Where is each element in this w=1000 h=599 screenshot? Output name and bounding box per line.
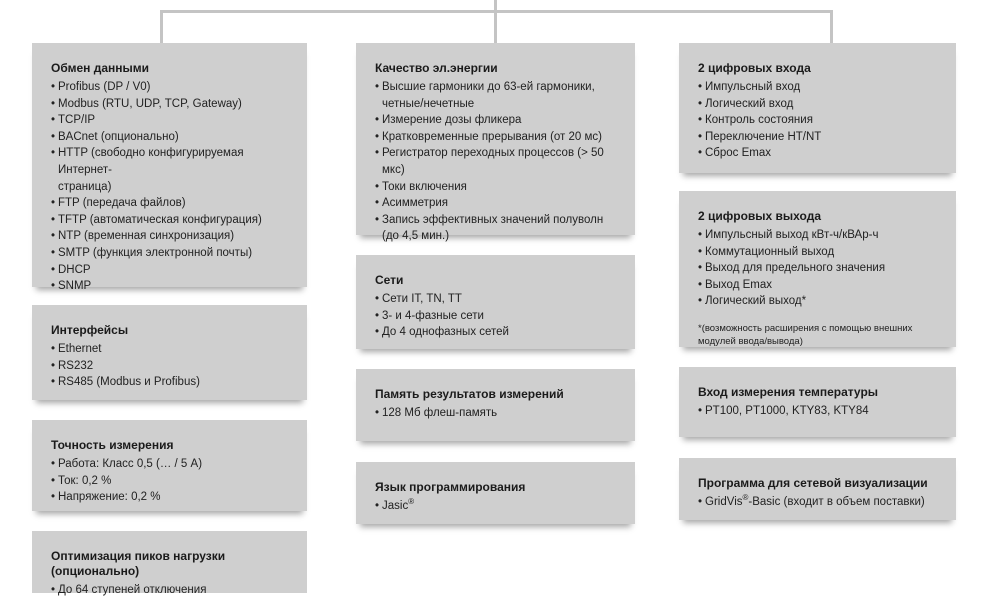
digital-outputs-box (679, 191, 956, 347)
list-item: • DHCP (51, 262, 297, 279)
networks-title: Сети (375, 273, 404, 287)
digital-inputs-list (698, 79, 946, 162)
list-item (375, 498, 625, 515)
list-item: • До 4 однофазных сетей (375, 324, 625, 341)
registered-mark: ® (408, 497, 415, 507)
list-item: • Импульсный вход (698, 79, 946, 96)
power-quality-title: Качество эл.энергии (375, 61, 498, 75)
list-item: • SMTP (функция электронной почты) (51, 245, 297, 262)
peak-optimization-box (32, 531, 307, 596)
memory-title: Память результатов измерений (375, 387, 564, 401)
list-item: • BACnet (опционально) (51, 129, 297, 146)
visualization-box (679, 458, 956, 520)
visualization-list (698, 494, 946, 511)
connector-right-drop (830, 10, 833, 43)
list-item: • Работа: Класс 0,5 (… / 5 А) (51, 456, 297, 473)
list-item: • TFTP (автоматическая конфигурация) (51, 212, 297, 229)
peak-optimization-list (51, 582, 297, 599)
list-item (698, 494, 946, 511)
list-item: • Выход для предельного значения (698, 260, 946, 277)
data-exchange-title: Обмен данными (51, 61, 150, 75)
list-item: • FTP (передача файлов) (51, 195, 297, 212)
temperature-box (679, 367, 956, 437)
list-item: • HTTP (свободно конфигурируемая Интернет- (51, 145, 297, 178)
data-exchange-list (51, 79, 297, 295)
list-item: • Коммутационный выход (698, 244, 946, 261)
power-quality-box (356, 43, 635, 243)
list-item: • Асимметрия (375, 195, 625, 212)
interfaces-box (32, 305, 307, 400)
list-item: • RS232 (51, 358, 297, 375)
list-item: • Напряжение: 0,2 % (51, 489, 297, 506)
list-item: • 3- и 4-фазные сети (375, 308, 625, 325)
temperature-list (698, 403, 946, 420)
peak-optimization-title: Оптимизация пиков нагрузки (опционально) (51, 549, 226, 578)
digital-outputs-list (698, 227, 946, 310)
list-item: • NTP (временная синхронизация) (51, 228, 297, 245)
list-item: • TCP/IP (51, 112, 297, 129)
memory-list (375, 405, 625, 422)
list-item: • Выход Emax (698, 277, 946, 294)
list-item: • Ток: 0,2 % (51, 473, 297, 490)
list-item: • Импульсный выход кВт-ч/кВАр-ч (698, 227, 946, 244)
list-item-continuation: страница) (58, 180, 112, 193)
list-item-continuation: (до 4,5 мин.) (382, 230, 450, 243)
list-item: • SNMP (51, 278, 297, 295)
list-item: • Кратковременные прерывания (от 20 мс) (375, 129, 625, 146)
programming-list (375, 498, 625, 515)
list-item: • Сброс Emax (698, 145, 946, 162)
list-item: • Высшие гармоники до 63-ей гармоники, (375, 79, 625, 96)
list-item: • Ethernet (51, 341, 297, 358)
list-item-continuation: четные/нечетные (382, 97, 475, 110)
list-item: • Переключение HT/NT (698, 129, 946, 146)
list-item: • Измерение дозы фликера (375, 112, 625, 129)
interfaces-list (51, 341, 297, 391)
connector-center-drop (494, 10, 497, 43)
list-item: • RS485 (Modbus и Profibus) (51, 374, 297, 391)
list-item: • Регистратор переходных процессов (> 50 мкс) (375, 145, 625, 178)
memory-box (356, 369, 635, 441)
software-edition: -Basic (входит в объем поставки) (748, 496, 925, 508)
registered-mark: ® (742, 493, 749, 503)
power-quality-list (375, 79, 625, 245)
connector-left-drop (160, 10, 163, 43)
accuracy-box (32, 420, 307, 511)
list-item: • Логический выход* (698, 293, 946, 310)
software-name: GridVis (705, 496, 743, 508)
list-item: • Modbus (RTU, UDP, TCP, Gateway) (51, 96, 297, 113)
list-item: • Логический вход (698, 96, 946, 113)
interfaces-title: Интерфейсы (51, 323, 129, 337)
list-item: • 128 Мб флеш-память (375, 405, 625, 422)
list-item: • Сети IT, TN, TT (375, 291, 625, 308)
list-item: • Profibus (DP / V0) (51, 79, 297, 96)
networks-list (375, 291, 625, 341)
digital-inputs-title: 2 цифровых входа (698, 61, 811, 75)
digital-inputs-box (679, 43, 956, 173)
list-item: • До 64 ступеней отключения (51, 582, 297, 599)
temperature-title: Вход измерения температуры (698, 385, 879, 399)
networks-box (356, 255, 635, 349)
list-item: • PT100, PT1000, KTY83, KTY84 (698, 403, 946, 420)
digital-outputs-footnote: *(возможность расширения с помощью внешних модулей ввода/вывода) (698, 322, 913, 347)
accuracy-title: Точность измерения (51, 438, 174, 452)
list-item: • Контроль состояния (698, 112, 946, 129)
list-item: • Запись эффективных значений полуволн (375, 212, 625, 229)
programming-box (356, 462, 635, 524)
digital-outputs-title: 2 цифровых выхода (698, 209, 822, 223)
visualization-title: Программа для сетевой визуализации (698, 476, 928, 490)
list-item: • Токи включения (375, 179, 625, 196)
accuracy-list (51, 456, 297, 506)
data-exchange-box (32, 43, 307, 293)
programming-title: Язык программирования (375, 480, 526, 494)
programming-language-name: Jasic (382, 500, 409, 512)
